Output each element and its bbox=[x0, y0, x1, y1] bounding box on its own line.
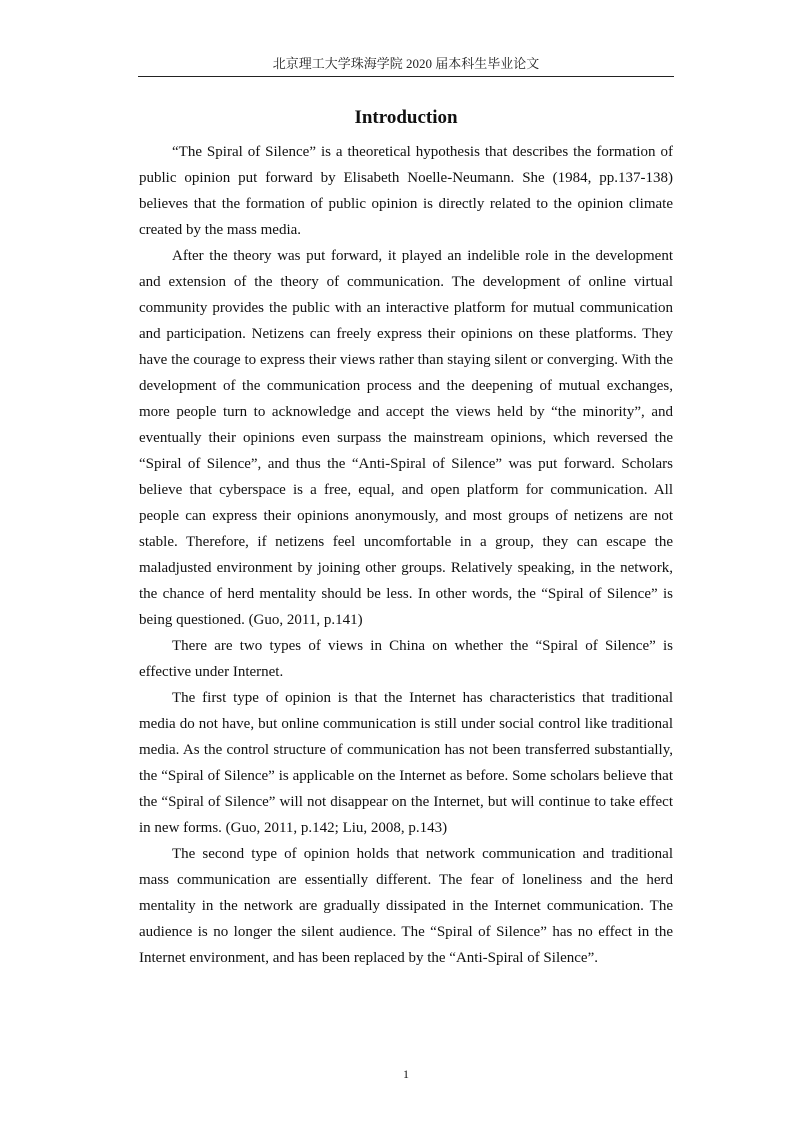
running-header: 北京理工大学珠海学院 2020 届本科生毕业论文 bbox=[272, 56, 540, 71]
paragraph: There are two types of views in China on whether the “Spiral of Silence” is effective under Internet. bbox=[139, 638, 673, 680]
paragraph: After the theory was put forward, it played an indelible role in the development and extension of the theory of communication. The development of online virtual community provides the public with an interactive platform for mutual communication and participation. Netizens can freely express their opinions on these platforms. They have the courage to express their views rather than staying silent or converging. With the development of the communication process and the deepening of mutual exchanges, more people turn to acknowledge and accept the views held by “the minority”, and eventually their opinions even surpass the mainstream opinions, which reversed the “Spiral of Silence”, and thus the “Anti-Spiral of Silence” was put forward. Scholars believe that cyberspace is a free, equal, and open platform for communication. All people can express their opinions anonymously, and most groups of netizens are not stable. Therefore, if netizens feel uncomfortable in a group, they can escape the maladjusted environment by joining other groups. Relatively speaking, in the network, the chance of herd mentality should be less. In other words, the “Spiral of Silence” is being questioned. (Guo, 2011, p.141) bbox=[139, 248, 673, 628]
section-title: Introduction bbox=[354, 107, 458, 128]
header-rule bbox=[138, 76, 674, 77]
paragraph: “The Spiral of Silence” is a theoretical hypothesis that describes the formation of public opinion put forward by Elisabeth Noelle-Neumann. She (1984, pp.137-138) believes that the formation of public opinion is directly related to the opinion climate created by the mass media. bbox=[139, 144, 673, 238]
paragraph: The second type of opinion holds that network communication and traditional mass communication are essentially different. The fear of loneliness and the herd mentality in the network are gradually dissipated in the Internet communication. The audience is no longer the silent audience. The “Spiral of Silence” has no effect in the Internet environment, and has been replaced by the “Anti-Spiral of Silence”. bbox=[139, 846, 673, 966]
paragraph: The first type of opinion is that the Internet has characteristics that traditional media do not have, but online communication is still under social control like traditional media. As the control structure of communication has not been transferred substantially, the “Spiral of Silence” is applicable on the Internet as before. Some scholars believe that the “Spiral of Silence” will not disappear on the Internet, but will continue to take effect in new forms. (Guo, 2011, p.142; Liu, 2008, p.143) bbox=[139, 690, 673, 836]
page-number: 1 bbox=[403, 1067, 409, 1081]
body-text bbox=[139, 139, 673, 971]
